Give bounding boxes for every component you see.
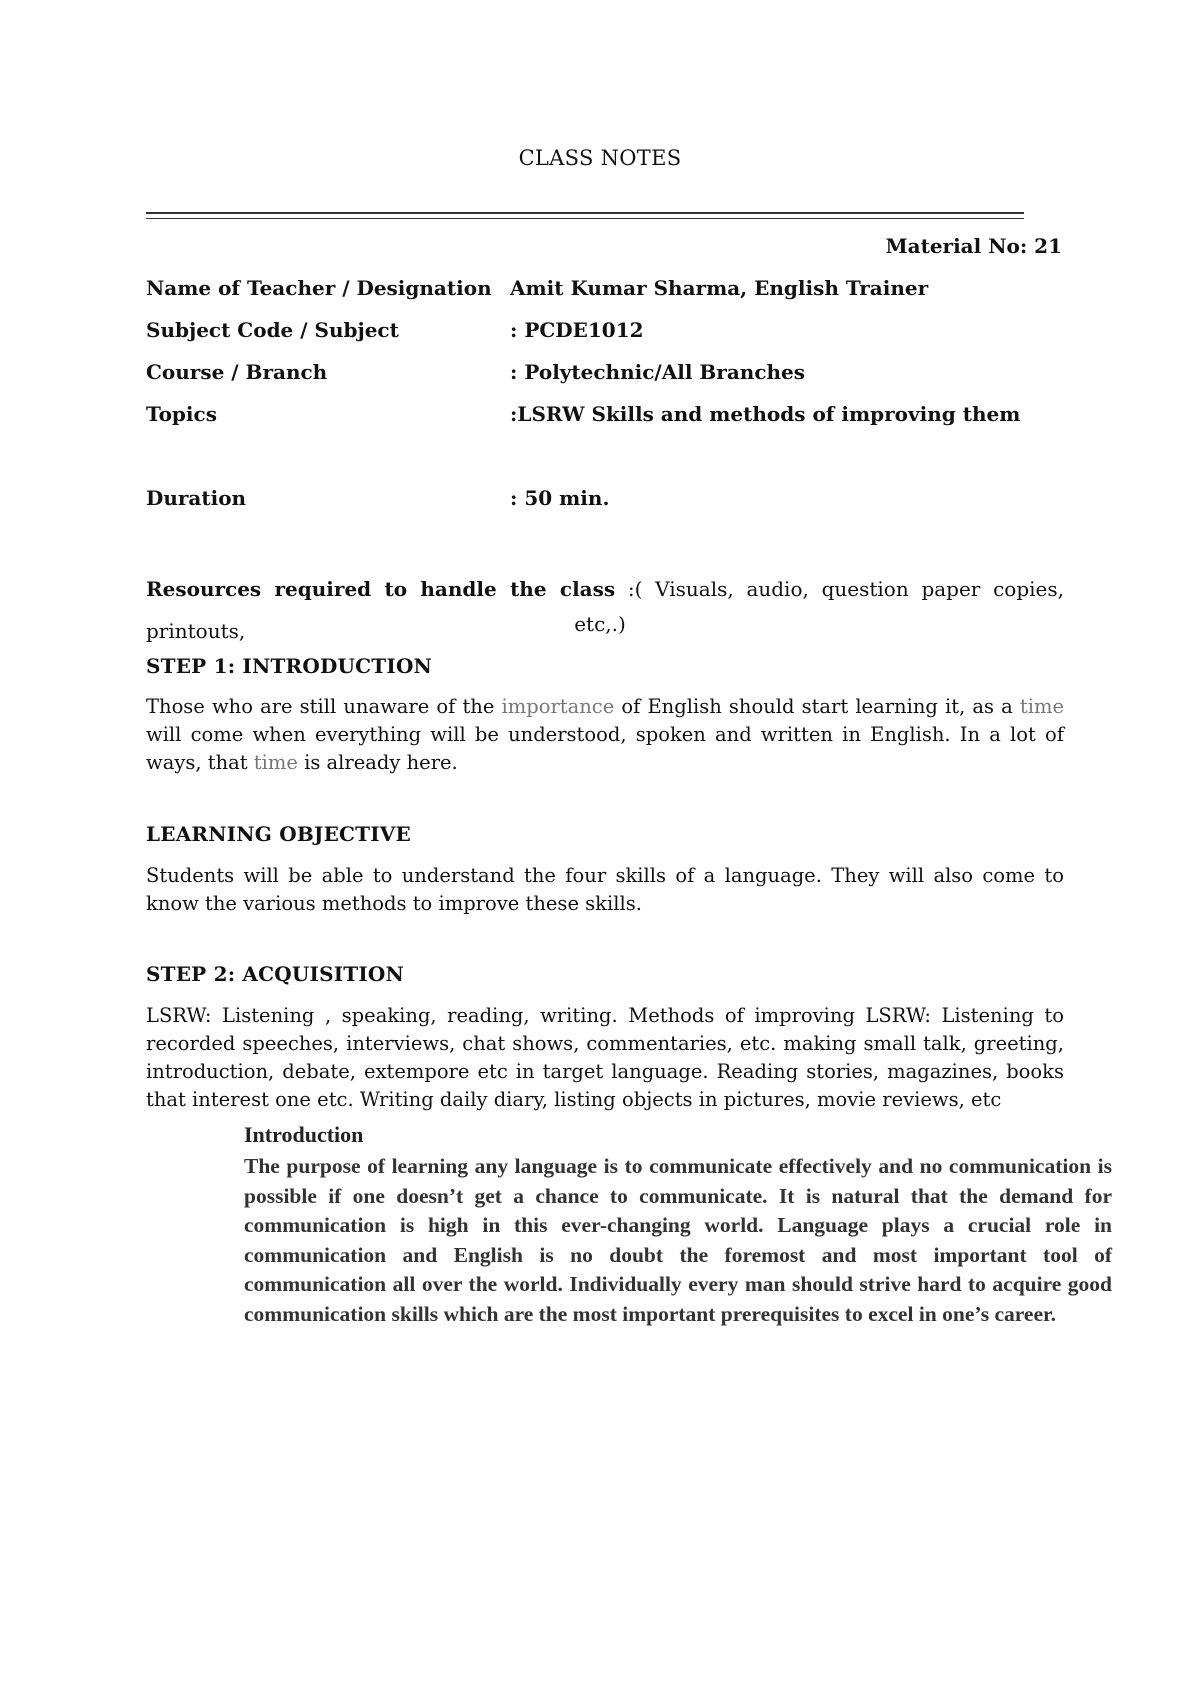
info-value: :LSRW Skills and methods of improving them — [510, 402, 1021, 426]
step2-heading: STEP 2: ACQUISITION — [146, 962, 405, 986]
step1-highlight: time — [253, 751, 298, 774]
resources-line — [146, 568, 1064, 652]
step1-text: of English should start learning it, as a — [614, 695, 1020, 718]
info-value: : PCDE1012 — [510, 318, 644, 342]
introduction-paragraph: The purpose of learning any language is to communicate effectively and no communication is possible if one doesn’t get a chance to communicate. It is natural that the demand for communication is high in this ever-changing world. Language plays a crucial role in communication and English is no doubt the foremost and most important tool of communication all over the world. Individually every man should strive hard to acquire good communication skills which are the most important prerequisites to excel in one’s career. — [244, 1154, 1112, 1326]
info-value: Amit Kumar Sharma, English Trainer — [510, 276, 929, 300]
info-label: Duration — [146, 486, 247, 510]
step1-text: will come when everything will be understood, spoken and written in English. In a lot of ways, that — [146, 723, 1064, 774]
objective-paragraph: Students will be able to understand the four skills of a language. They will also come to know the various methods to improve these skills. — [146, 864, 1064, 915]
info-value: : Polytechnic/All Branches — [510, 360, 806, 384]
step2-paragraph: LSRW: Listening , speaking, reading, writing. Methods of improving LSRW: Listening to recorded speeches, interviews, chat shows, commentaries, etc. making small talk, greeting, introduction, debate, extempore etc in target language. Reading stories, magazines, books that interest one etc. Writing daily diary, listing objects in pictures, movie reviews, etc — [146, 1004, 1064, 1111]
document-title: CLASS NOTES — [518, 146, 682, 170]
title-rule-thin — [146, 218, 1024, 219]
title-rule-thick — [146, 212, 1024, 214]
info-label: Course / Branch — [146, 360, 328, 384]
objective-heading: LEARNING OBJECTIVE — [146, 822, 411, 846]
info-value: : 50 min. — [510, 486, 610, 510]
step1-highlight: importance — [501, 695, 615, 718]
introduction-excerpt — [244, 1120, 1112, 1329]
step1-text: Those who are still unaware of the — [146, 695, 502, 718]
info-label: Name of Teacher / Designation — [146, 276, 492, 300]
step1-highlight: time — [1019, 695, 1064, 718]
resources-label: Resources required to handle the class — [146, 577, 616, 601]
info-label: Topics — [146, 402, 217, 426]
resources-text: :( Visuals, audio, question paper copies, printouts, — [146, 577, 1064, 643]
step1-text: is already here. — [297, 751, 458, 774]
info-label: Subject Code / Subject — [146, 318, 399, 342]
resources-tail: etc,.) — [574, 612, 626, 636]
step1-heading: STEP 1: INTRODUCTION — [146, 654, 433, 678]
introduction-heading: Introduction — [244, 1122, 364, 1147]
step1-paragraph — [146, 693, 1064, 777]
material-number: Material No: 21 — [885, 234, 1062, 258]
